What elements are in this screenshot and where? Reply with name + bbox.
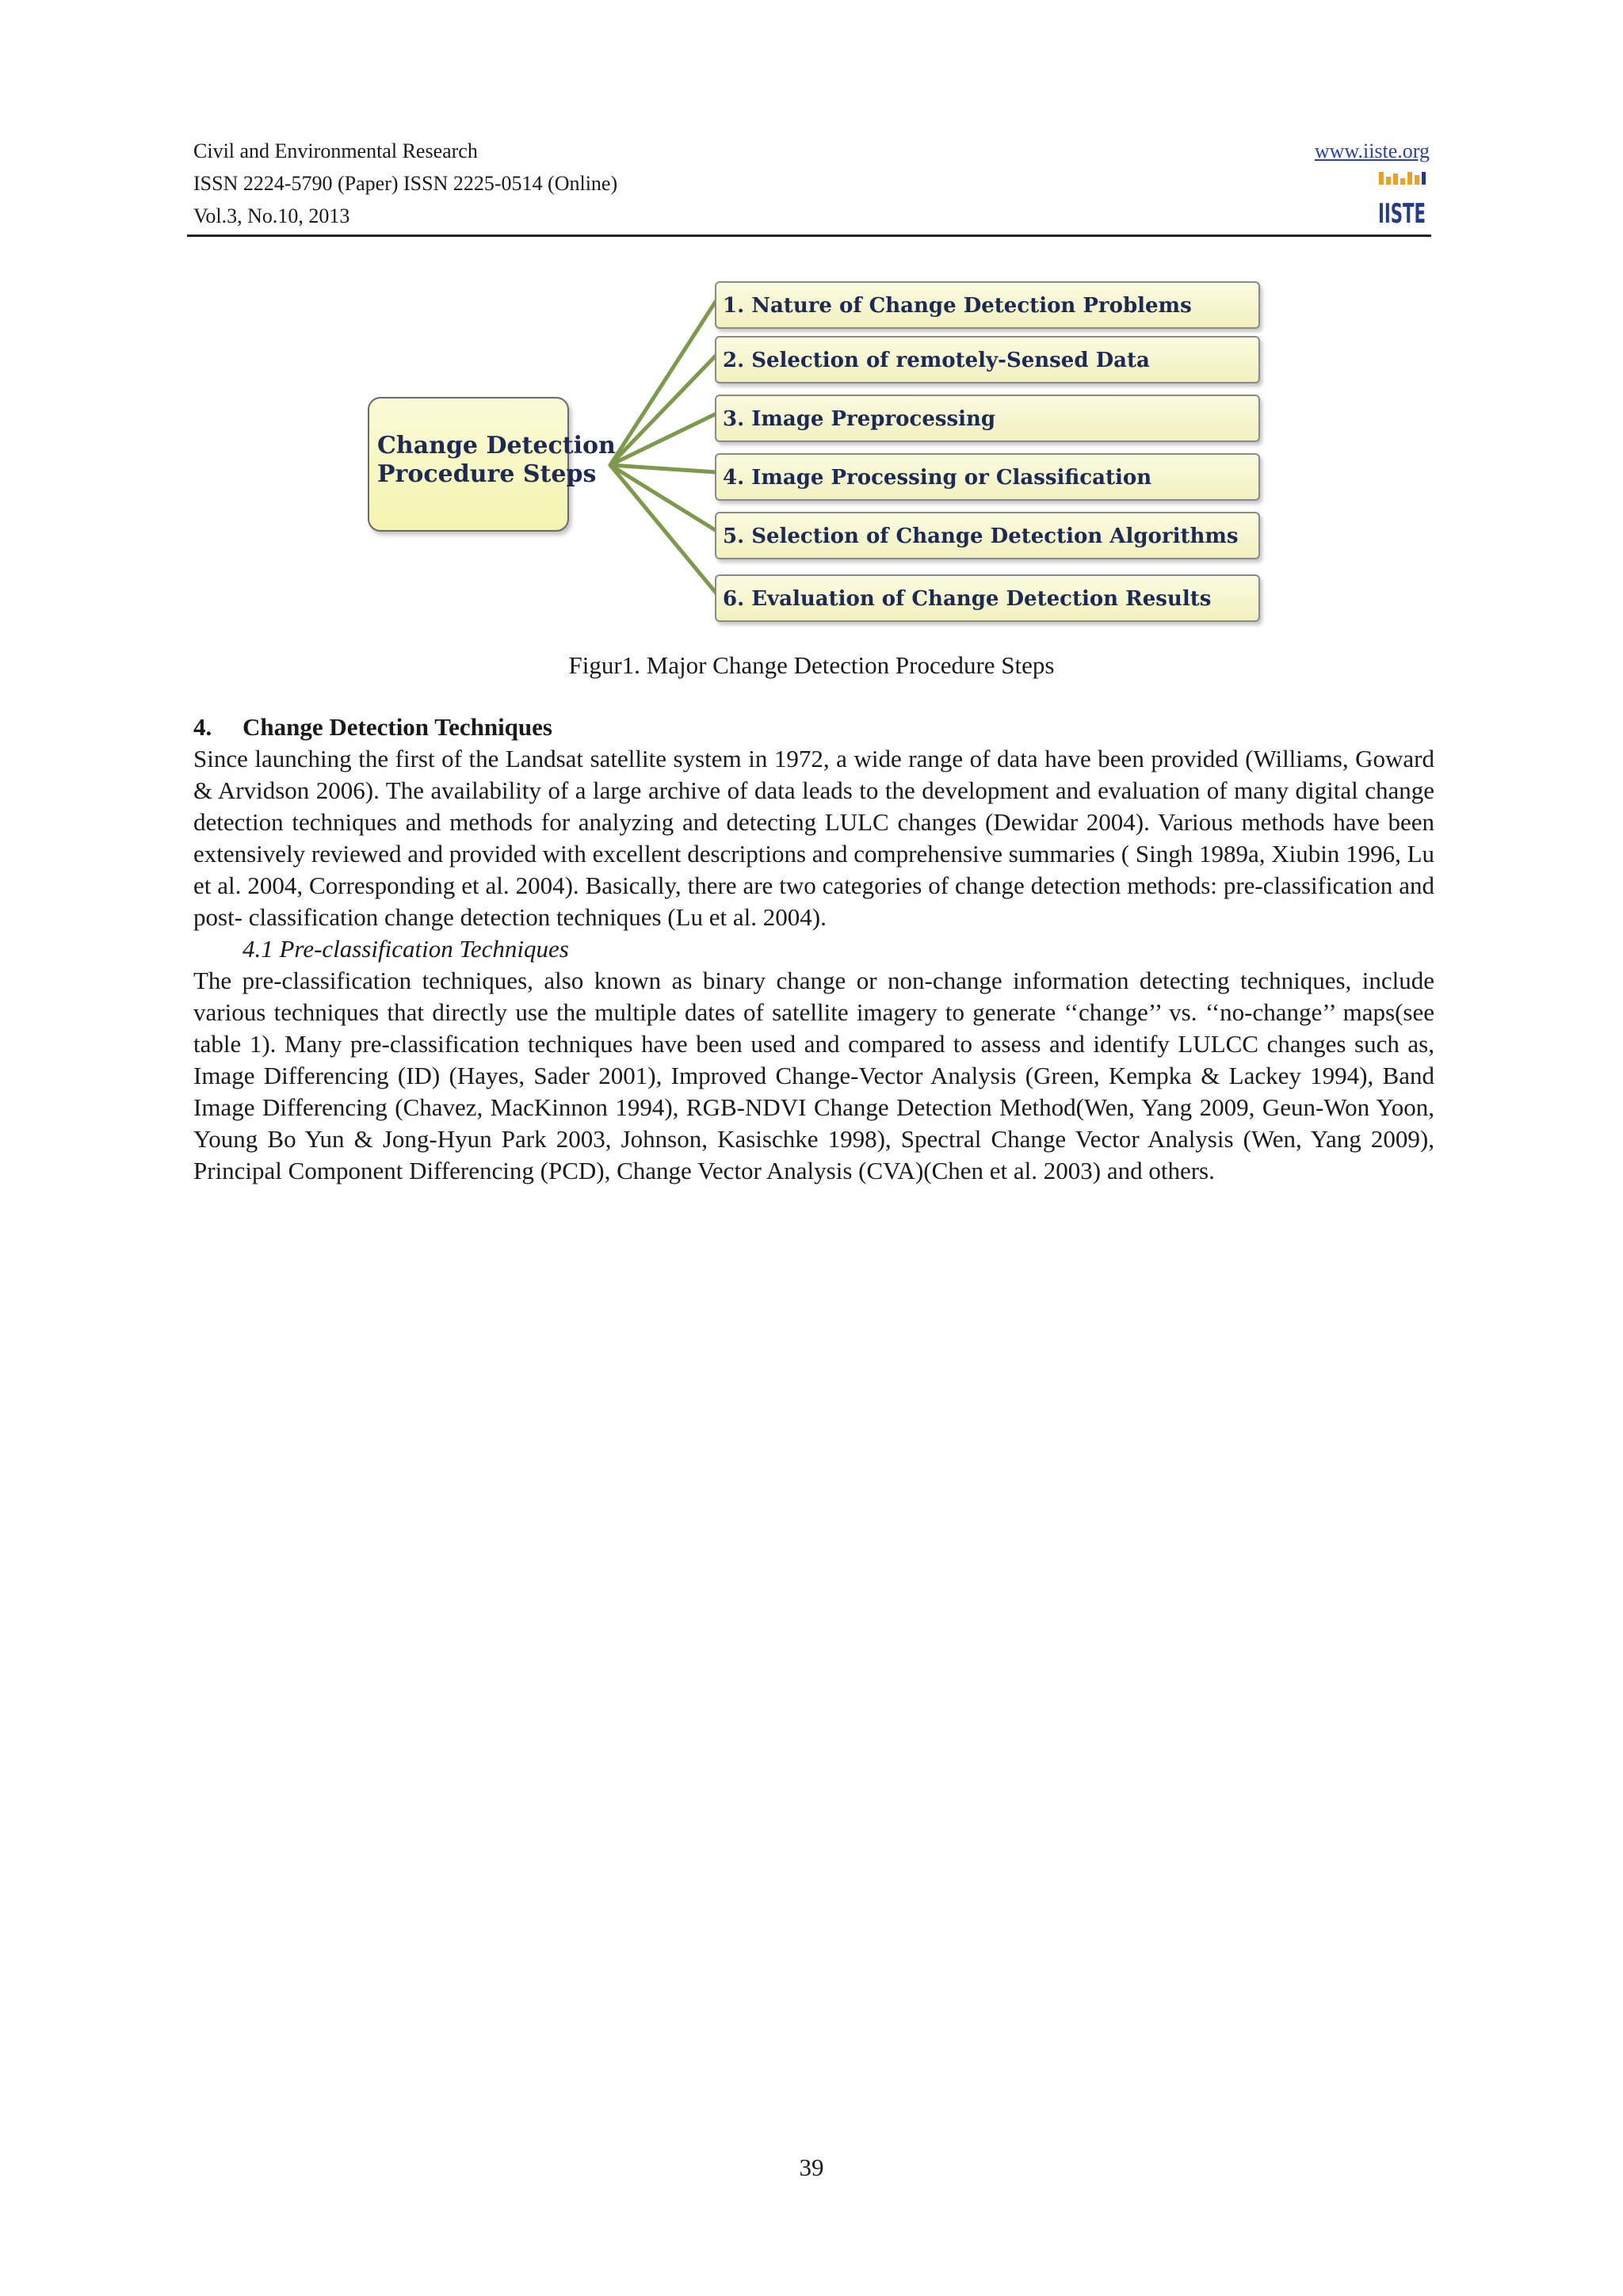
connector-2 (610, 355, 716, 465)
journal-name: Civil and Environmental Research (193, 139, 478, 162)
section-title: Change Detection Techniques (242, 713, 552, 741)
step-node-1: 1. Nature of Change Detection Problems (715, 281, 1260, 329)
paragraph-2: The pre-classification techniques, also known as binary change or non-change information detecting techniques, include various techniques that directly use the multiple dates of satellite imagery to generate ‘‘change’’ vs. ‘‘no-change’’ maps(see table 1). Many pre-classification techniques have been used and compared to assess and identify LULCC changes such as, Image Differencing (ID) (Hayes, Sader 2001), Improved Change-Vector Analysis (Green, Kempka & Lackey 1994), Band Image Differencing (Chavez, MacKinnon 1994), RGB-NDVI Change Detection Method(Wen, Yang 2009, Geun-Won Yoon, Young Bo Yun & Jong-Hyun Park 2003, Johnson, Kasischke 1998), Spectral Change Vector Analysis (Wen, Yang 2009), Principal Component Differencing (PCD), Change Vector Analysis (CVA)(Chen et al. 2003) and others. (193, 967, 1434, 1184)
step-node-5: 5. Selection of Change Detection Algorithms (715, 512, 1260, 559)
article-body (193, 711, 1434, 1187)
section-number: 4. (193, 713, 212, 741)
root-label-line-2: Procedure Steps (377, 460, 597, 488)
paragraph-1: Since launching the first of the Landsat satellite system in 1972, a wide range of data have been provided (Williams, Goward & Arvidson 2006). The availability of a large archive of data leads to the development and evaluation of many digital change detection techniques and methods for analyzing and detecting LULC changes (Dewidar 2004). Various methods have been extensively reviewed and provided with excellent descriptions and comprehensive summaries ( Singh 1989a, Xiubin 1996, Lu et al. 2004, Corresponding et al. 2004). Basically, there are two categories of change detection methods: pre-classification and post- classification change detection techniques (Lu et al. 2004). (193, 745, 1434, 931)
diagram-root-node (368, 397, 616, 532)
step-node-2: 2. Selection of remotely-Sensed Data (715, 336, 1260, 383)
volume-line: Vol.3, No.10, 2013 (193, 204, 350, 227)
issn-line: ISSN 2224-5790 (Paper) ISSN 2225-0514 (Online) (193, 172, 618, 195)
header-divider (187, 235, 1431, 237)
step-node-4: 4. Image Processing or Classification (715, 453, 1260, 501)
step-node-3: 3. Image Preprocessing (715, 395, 1260, 442)
root-label-line-1: Change Detection (377, 432, 616, 460)
connector-4 (610, 465, 716, 472)
logo-text: IISTE (1378, 198, 1426, 230)
figure-caption: Figur1. Major Change Detection Procedure Steps (568, 651, 1055, 679)
procedure-diagram (357, 273, 1276, 638)
page-number: 39 (799, 2153, 824, 2181)
subsection-heading: 4.1 Pre-classification Techniques (242, 935, 569, 963)
step-node-6: 6. Evaluation of Change Detection Results (715, 574, 1260, 622)
iiste-logo (1377, 170, 1426, 230)
page-header (193, 135, 1430, 232)
connector-6 (610, 465, 716, 593)
connector-5 (610, 465, 716, 531)
website-link[interactable]: www.iiste.org (1314, 139, 1430, 162)
section-heading (193, 711, 1434, 743)
